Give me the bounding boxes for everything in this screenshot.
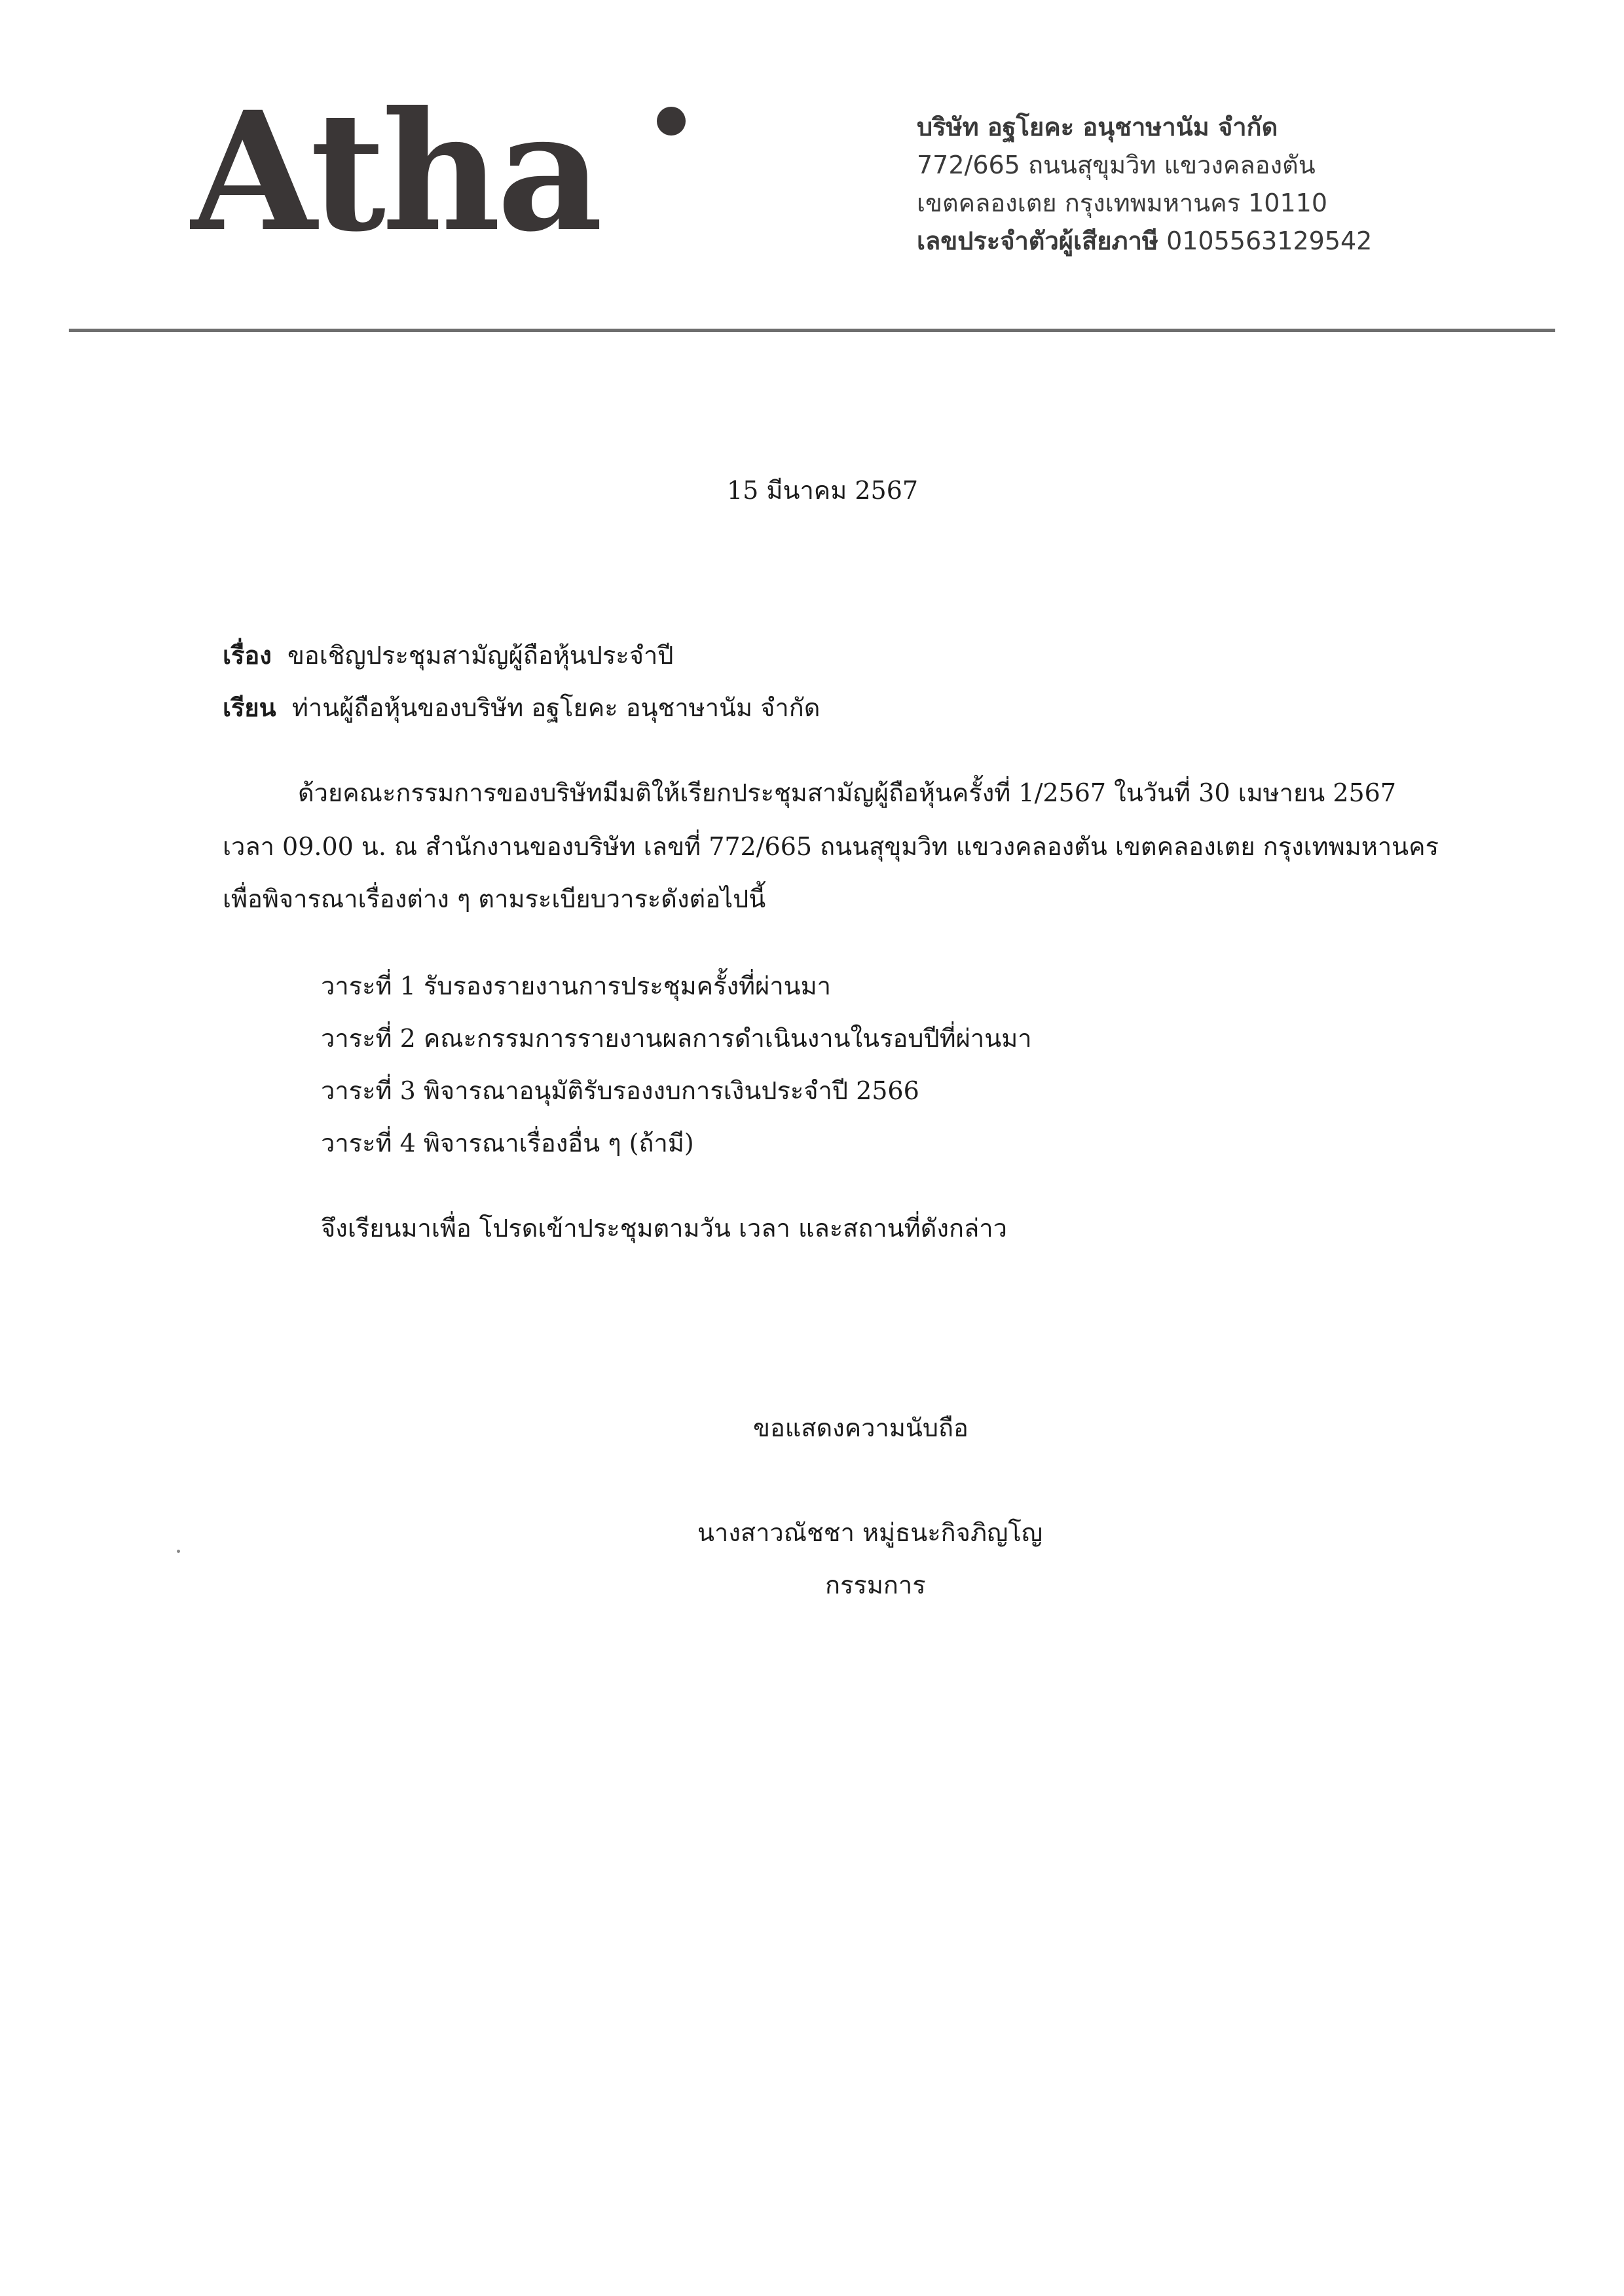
subject-label: เรื่อง xyxy=(223,640,272,670)
header-divider xyxy=(69,329,1555,332)
recipient-line xyxy=(223,687,820,727)
logo-text: Atha xyxy=(190,98,599,255)
company-tax-id-line xyxy=(917,222,1572,260)
scan-speck xyxy=(177,1550,180,1553)
company-info xyxy=(917,108,1572,260)
company-address-line1: 772/665 ถนนสุขุมวิท แขวงคลองตัน xyxy=(917,151,1316,179)
agenda-item-2: วาระที่ 2 คณะกรรมการรายงานผลการดำเนินงานในรอบปีที่ผ่านมา xyxy=(321,1024,1032,1053)
body-line-2: เวลา 09.00 น. ณ สำนักงานของบริษัท เลขที่ 772/665 ถนนสุขุมวิท แขวงคลองตัน เขตคลองเตย กรุงเทพมหานคร xyxy=(223,832,1439,861)
body-line-3: เพื่อพิจารณาเรื่องต่าง ๆ ตามระเบียบวาระดังต่อไปนี้ xyxy=(223,884,766,913)
subject-text: ขอเชิญประชุมสามัญผู้ถือหุ้นประจำปี xyxy=(287,641,674,670)
logo-dot xyxy=(657,107,686,136)
agenda-item-1: วาระที่ 1 รับรองรายงานการประชุมครั้งที่ผ่านมา xyxy=(321,972,832,1000)
recipient-label: เรียน xyxy=(223,693,276,722)
company-logo xyxy=(190,98,694,255)
signer-title: กรรมการ xyxy=(825,1571,926,1599)
signer-name: นางสาวณัชชา หมู่ธนะกิจภิญโญ xyxy=(697,1518,1043,1547)
agenda-item-4: วาระที่ 4 พิจารณาเรื่องอื่น ๆ (ถ้ามี) xyxy=(321,1129,694,1157)
letter-date: 15 มีนาคม 2567 xyxy=(727,476,919,505)
closing-sentence: จึงเรียนมาเพื่อ โปรดเข้าประชุมตามวัน เวลา และสถานที่ดังกล่าว xyxy=(321,1214,1007,1243)
company-name: บริษัท อฐโยคะ อนุชาษานัม จำกัด xyxy=(917,113,1278,141)
tax-id-value: 0105563129542 xyxy=(1166,227,1373,255)
company-address-line2: เขตคลองเตย กรุงเทพมหานคร 10110 xyxy=(917,189,1327,217)
agenda-item-3: วาระที่ 3 พิจารณาอนุมัติรับรองงบการเงินประจำปี 2566 xyxy=(321,1076,919,1105)
regards: ขอแสดงความนับถือ xyxy=(753,1413,969,1442)
subject-line xyxy=(223,635,673,675)
body-line-1: ด้วยคณะกรรมการของบริษัทมีมติให้เรียกประชุมสามัญผู้ถือหุ้นครั้งที่ 1/2567 ในวันที่ 30 เมษายน 2567 xyxy=(298,778,1397,807)
tax-id-label: เลขประจำตัวผู้เสียภาษี xyxy=(917,227,1158,255)
recipient-text: ท่านผู้ถือหุ้นของบริษัท อฐโยคะ อนุชาษานัม จำกัด xyxy=(291,693,821,722)
